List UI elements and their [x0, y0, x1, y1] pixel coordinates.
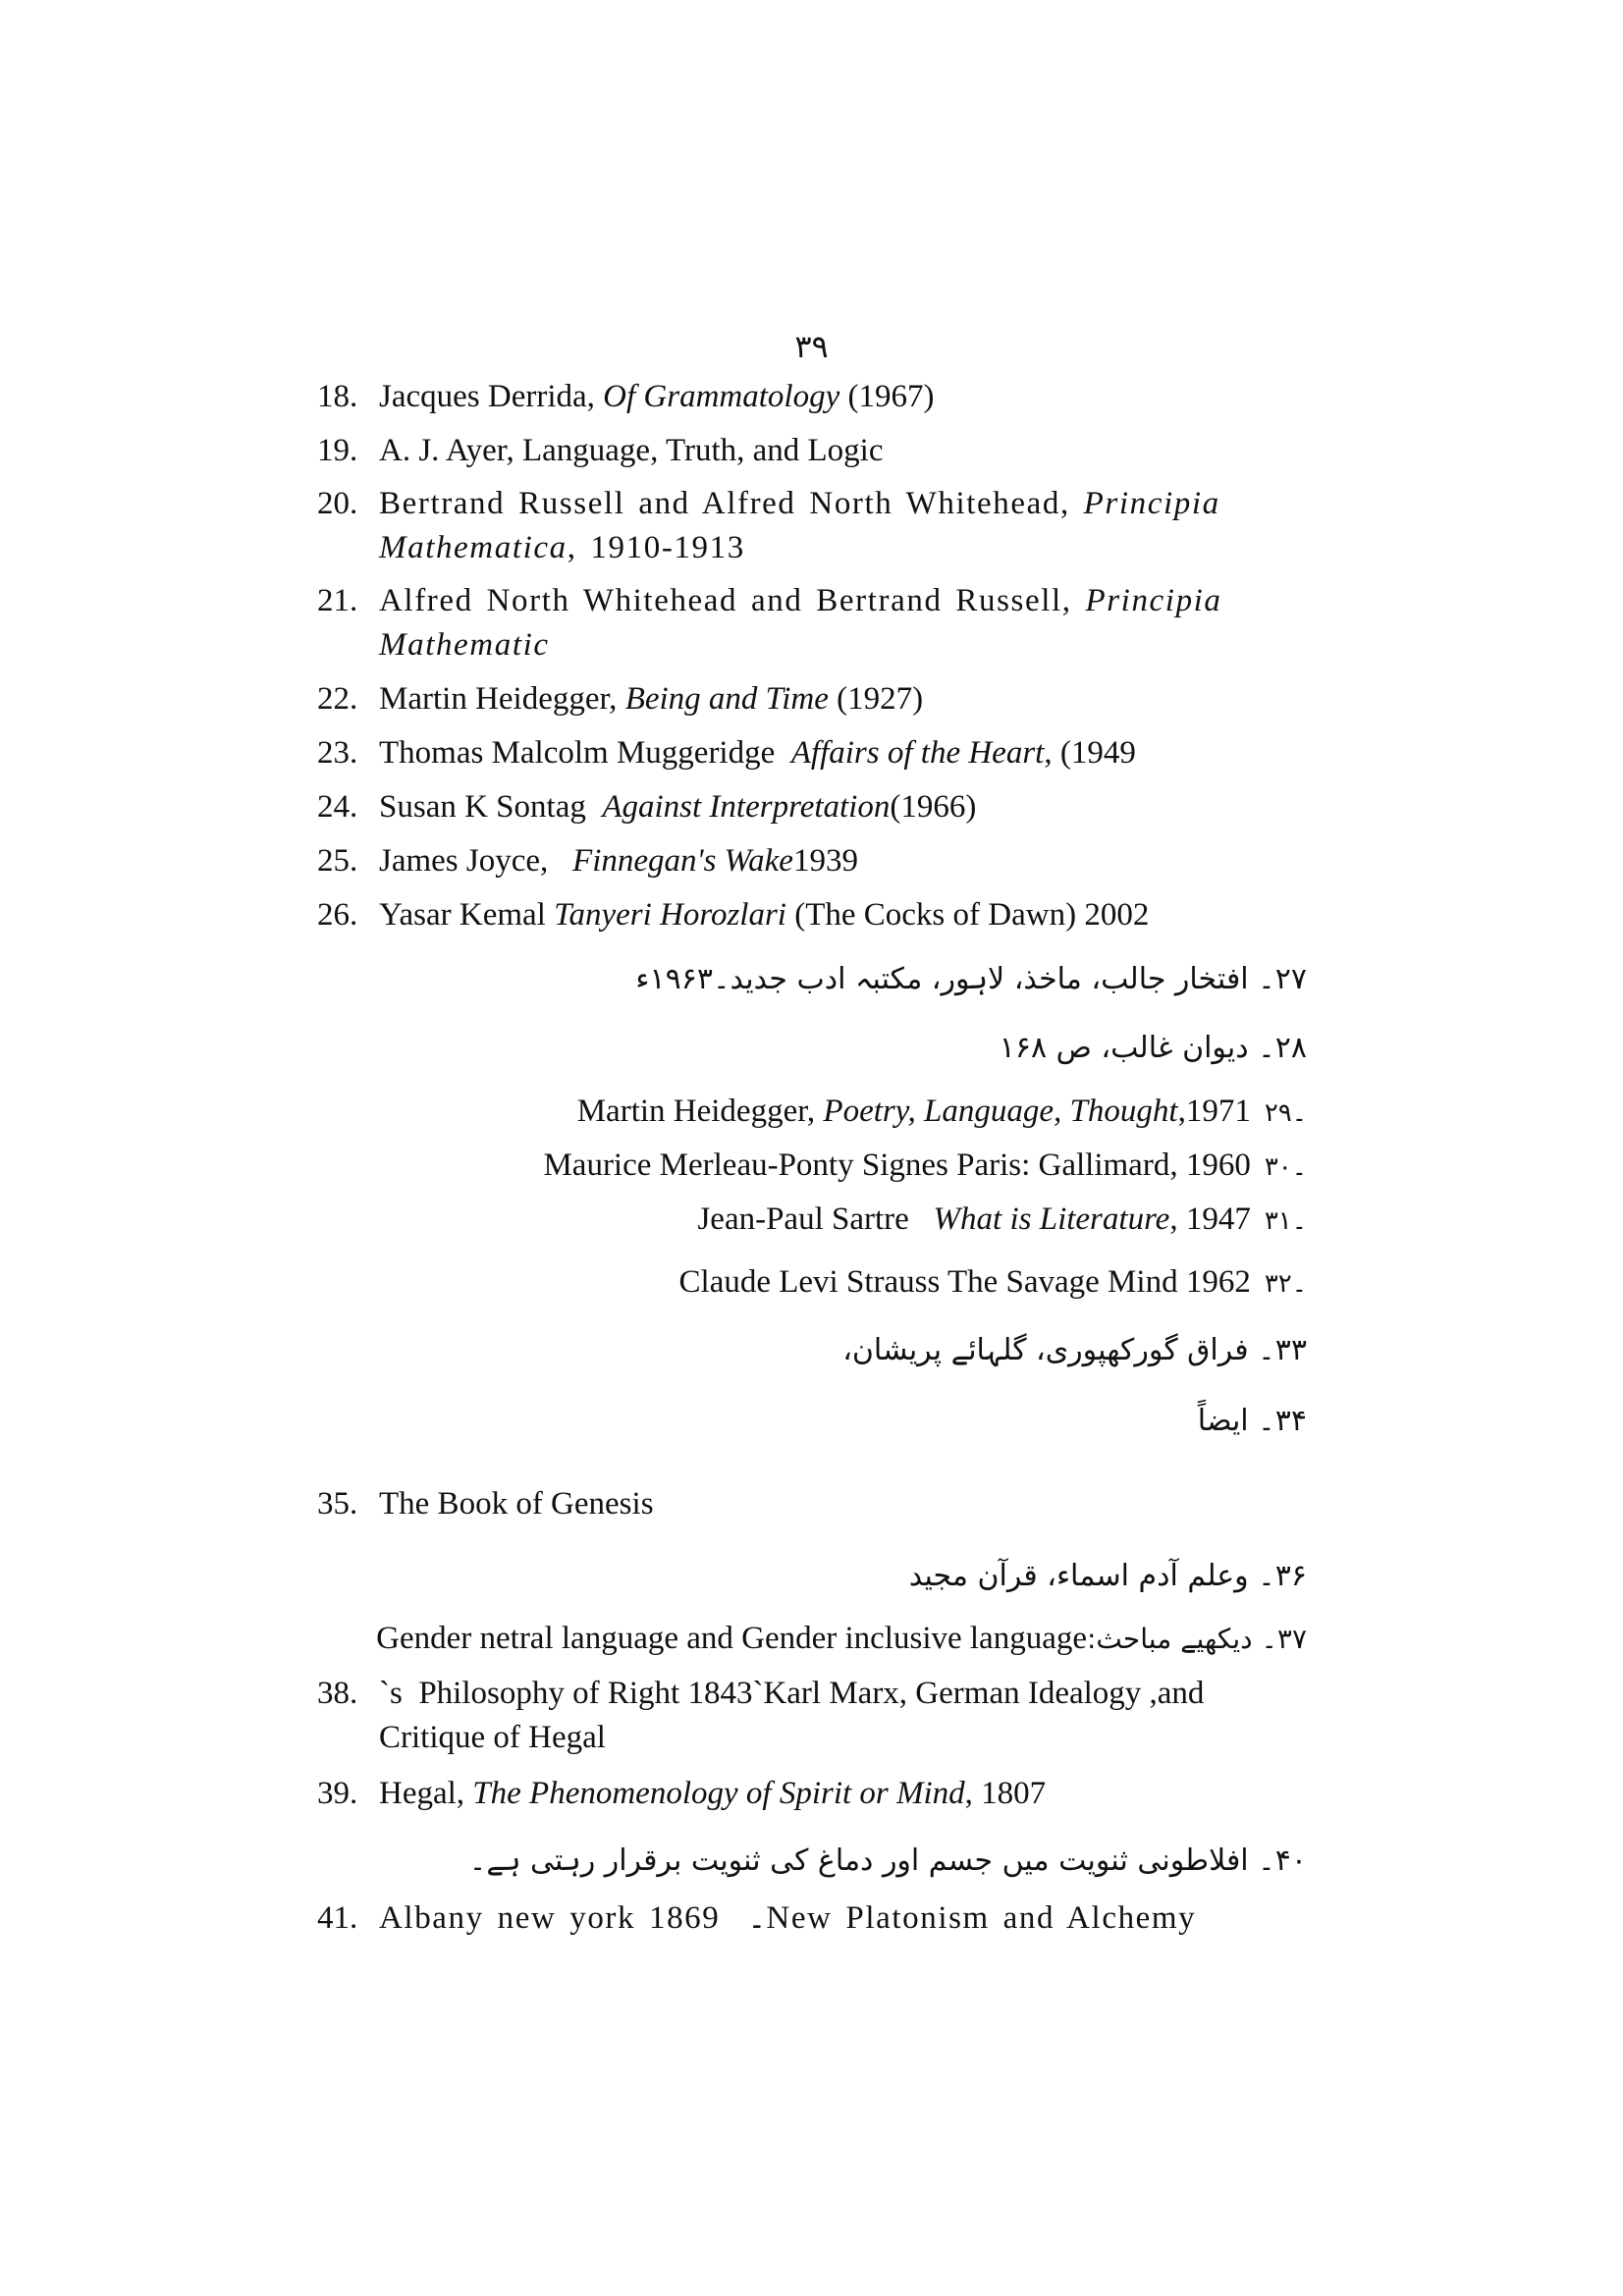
reference-34: ۳۴۔ ایضاً — [1197, 1404, 1307, 1438]
reference-30 — [325, 1144, 1307, 1190]
reference-number: 39. — [317, 1776, 358, 1811]
reference-title: Of Grammatology — [603, 379, 840, 414]
reference-23 — [317, 731, 1309, 775]
reference-title: Affairs of the Heart — [790, 735, 1045, 771]
reference-27: ۲۷۔ افتخار جالب، ماخذ، لاہور، مکتبہ ادب جدید۔۱۹۶۳ء — [635, 962, 1307, 996]
reference-24 — [317, 785, 1309, 829]
reference-32 — [325, 1260, 1307, 1307]
reference-text: Alfred North Whitehead and Bertrand Russell, — [379, 583, 1086, 618]
reference-text-after: (The Cocks of Dawn) 2002 — [785, 897, 1150, 933]
reference-33: ۳۳۔ فراق گورکھپوری، گلہائے پریشان، — [842, 1333, 1307, 1367]
reference-text-line2: Critique of Hegal — [379, 1720, 606, 1755]
reference-text-after: , 1807 — [964, 1776, 1047, 1811]
reference-38 — [317, 1672, 1309, 1760]
reference-text: Albany new york 1869 ۔New Platonism and Alchemy — [379, 1900, 1197, 1936]
reference-text: Hegal, — [379, 1776, 473, 1811]
reference-text: Bertrand Russell and Alfred North Whitehead, — [379, 486, 1084, 521]
reference-text: Maurice Merleau-Ponty Signes Paris: Gallimard, 1960 — [543, 1148, 1251, 1183]
reference-number: ۳۷۔ دیکھیے مباحث: — [1087, 1623, 1307, 1655]
reference-text: Susan K Sontag — [379, 789, 603, 825]
reference-text: Thomas Malcolm Muggeridge — [379, 735, 791, 771]
reference-number: 35. — [317, 1486, 358, 1522]
reference-number: 21. — [317, 583, 358, 618]
reference-41 — [317, 1896, 1309, 1941]
reference-26 — [317, 893, 1309, 937]
reference-text-after: , 1910-1913 — [567, 530, 745, 565]
page-number: ۳۹ — [794, 329, 829, 364]
reference-31 — [325, 1198, 1307, 1244]
reference-text: Gender netral language and Gender inclusive language — [376, 1621, 1087, 1656]
reference-text-line1: `s Philosophy of Right 1843`Karl Marx, German Idealogy ,and — [379, 1676, 1205, 1711]
reference-text: Yasar Kemal — [379, 897, 555, 933]
reference-number: ۳۲۔ — [1264, 1269, 1307, 1299]
reference-number: 24. — [317, 789, 358, 825]
reference-36: ۳۶۔ وعلم آدم اسماء، قرآن مجید — [908, 1559, 1307, 1593]
reference-text-after: ,1971 — [1177, 1094, 1251, 1129]
reference-text: Claude Levi Strauss The Savage Mind 1962 — [678, 1264, 1251, 1300]
reference-text-after: 1939 — [792, 843, 858, 879]
reference-text-after: , 1947 — [1169, 1201, 1251, 1237]
reference-number: 22. — [317, 681, 358, 717]
reference-text: The Book of Genesis — [379, 1486, 654, 1522]
reference-text: James Joyce, — [379, 843, 573, 879]
reference-39 — [317, 1772, 1309, 1816]
reference-number: 26. — [317, 897, 358, 933]
reference-number: ۳۰۔ — [1264, 1152, 1307, 1182]
reference-title: Principia Mathematica — [379, 486, 1220, 565]
reference-text-after: (1966) — [890, 789, 977, 825]
reference-text: Jacques Derrida, — [379, 379, 604, 414]
reference-text-after: , (1949 — [1044, 735, 1136, 771]
reference-title: Tanyeri Horozlari — [554, 897, 786, 933]
reference-title: Being and Time — [624, 681, 829, 717]
reference-number: 18. — [317, 379, 358, 414]
reference-text-after: (1967) — [839, 379, 935, 414]
reference-number: 23. — [317, 735, 358, 771]
reference-title: What is Literature — [933, 1201, 1170, 1237]
reference-29 — [325, 1090, 1307, 1136]
reference-number: 20. — [317, 486, 358, 521]
reference-19 — [317, 429, 1309, 473]
reference-title: Against Interpretation — [602, 789, 891, 825]
reference-title: Principia Mathematic — [379, 583, 1222, 663]
reference-text: Martin Heidegger, — [576, 1094, 824, 1129]
reference-text-after: (1927) — [828, 681, 924, 717]
reference-title: Poetry, Language, Thought — [823, 1094, 1178, 1129]
reference-22 — [317, 677, 1309, 721]
reference-25 — [317, 839, 1309, 883]
reference-number: ۳۱۔ — [1264, 1206, 1307, 1236]
reference-title: Finnegan's Wake — [572, 843, 793, 879]
reference-number: ۲۹۔ — [1264, 1098, 1307, 1128]
reference-text: A. J. Ayer, Language, Truth, and Logic — [379, 433, 884, 468]
reference-18 — [317, 375, 1309, 419]
reference-35 — [317, 1482, 1309, 1526]
reference-title: The Phenomenology of Spirit or Mind — [472, 1776, 965, 1811]
reference-number: 19. — [317, 433, 358, 468]
reference-text: Martin Heidegger, — [379, 681, 625, 717]
reference-37 — [325, 1617, 1307, 1661]
reference-21 — [317, 579, 1309, 667]
reference-text: Jean-Paul Sartre — [697, 1201, 934, 1237]
reference-number: 41. — [317, 1900, 358, 1936]
reference-40: ۴۰۔ افلاطونی ثنویت میں جسم اور دماغ کی ثنویت برقرار رہتی ہے۔ — [468, 1843, 1307, 1878]
reference-28: ۲۸۔ دیوان غالب، ص ۱۶۸ — [999, 1031, 1307, 1065]
reference-number: 38. — [317, 1676, 358, 1711]
reference-number: 25. — [317, 843, 358, 879]
reference-20 — [317, 482, 1309, 570]
